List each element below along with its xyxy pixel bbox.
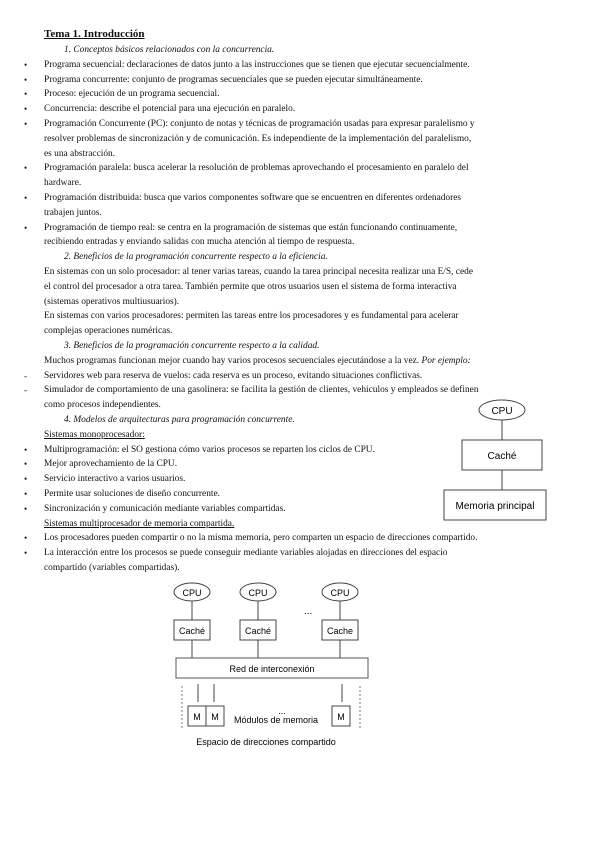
section-heading: 4. Modelos de arquitecturas para programación concurrente. bbox=[64, 415, 295, 425]
bullet-icon: • bbox=[24, 222, 28, 233]
dash-icon: - bbox=[24, 370, 27, 381]
dash-icon: - bbox=[24, 385, 27, 396]
monoprocessor-diagram bbox=[440, 396, 550, 526]
bullet-icon: • bbox=[24, 59, 28, 70]
bullet-icon: • bbox=[24, 533, 28, 544]
list-item-line: Simulador de comportamiento de una gasolinera: se facilita la gestión de clientes, vehículos y empleados se definen bbox=[44, 385, 479, 396]
cpu-label: CPU bbox=[330, 588, 350, 598]
cpu-label: CPU bbox=[491, 406, 513, 417]
bullet-icon: • bbox=[24, 104, 28, 115]
section-heading: 2. Beneficios de la programación concurrente respecto a la eficiencia. bbox=[64, 252, 328, 263]
cpu-ellipsis: ... bbox=[304, 606, 313, 617]
paragraph-line: (sistemas operativos multiusuarios). bbox=[44, 296, 180, 307]
paragraph-line: complejas operaciones numéricas. bbox=[44, 326, 173, 337]
list-item-line: recibiendo entradas y enviando salidas con mucha atención al tiempo de respuesta. bbox=[44, 237, 355, 248]
cache-label: Cache bbox=[326, 626, 354, 636]
subsection-title: Sistemas multiprocesador de memoria compartida. bbox=[44, 518, 235, 529]
list-item-line: es una abstracción. bbox=[44, 148, 116, 159]
bullet-icon: • bbox=[24, 474, 28, 485]
section-heading: 3. Beneficios de la programación concurrente respecto a la calidad. bbox=[64, 341, 320, 351]
list-item-line: Programación de tiempo real: se centra en la programación de sistemas que están funcionando continuamente, bbox=[44, 222, 458, 233]
bullet-icon: • bbox=[24, 163, 28, 174]
bullet-icon: • bbox=[24, 444, 28, 455]
cache-label: Caché bbox=[487, 451, 517, 462]
list-item: Multiprogramación: el SO gestiona cómo varios procesos se reparten los ciclos de CPU. bbox=[44, 444, 375, 455]
cpu-label: CPU bbox=[248, 588, 268, 598]
bullet-icon: • bbox=[24, 193, 28, 203]
list-item-line: Proceso: ejecución de un programa secuencial. bbox=[44, 89, 220, 100]
multiprocessor-diagram bbox=[168, 578, 378, 754]
list-item-line: Programa concurrente: conjunto de programas secuenciales que se pueden ejecutar simultáneamente. bbox=[44, 74, 423, 85]
cpu-label: CPU bbox=[182, 588, 202, 598]
intro-text: Muchos programas funcionan mejor cuando hay varios procesos secuenciales ejecutándose a la vez. bbox=[44, 355, 420, 366]
memory-module-1-label: M bbox=[193, 712, 201, 722]
bullet-icon: • bbox=[24, 459, 28, 470]
list-item-line: Los procesadores pueden compartir o no la misma memoria, pero comparten un espacio de direcciones compartido. bbox=[44, 533, 478, 544]
memory-ellipsis: ... bbox=[278, 706, 286, 716]
list-item-line: Programación Concurrente (PC): conjunto de notas y técnicas de programación usadas para expresar paralelismo y bbox=[44, 119, 475, 129]
section-heading: 1. Conceptos básicos relacionados con la concurrencia. bbox=[64, 45, 275, 55]
bullet-icon: • bbox=[24, 74, 28, 85]
list-item-line: Servidores web para reserva de vuelos: cada reserva es un proceso, evitando situaciones conflictivas. bbox=[44, 370, 423, 381]
cache-label: Caché bbox=[178, 626, 206, 636]
network-label: Red de interconexión bbox=[229, 664, 315, 674]
list-item-line: trabajen juntos. bbox=[44, 207, 102, 218]
list-item-line: compartido (variables compartidas). bbox=[44, 563, 180, 573]
paragraph-line: En sistemas con varios procesadores: permiten las tareas entre los procesadores y es fundamental para acelerar bbox=[44, 311, 459, 322]
list-item-line: Concurrencia: describe el potencial para una ejecución en paralelo. bbox=[44, 104, 296, 115]
list-item-line: Programación paralela: busca acelerar la resolución de problemas aprovechando el procesamiento en paralelo del bbox=[44, 163, 469, 174]
paragraph-line: el control del procesador a otra tarea. También permite que otros usuarios usen el sistema de forma interactiva bbox=[44, 281, 457, 292]
list-item: Mejor aprovechamiento de la CPU. bbox=[44, 459, 178, 470]
list-item: Sincronización y comunicación mediante variables compartidas. bbox=[44, 503, 286, 514]
list-item-line: como procesos independientes. bbox=[44, 400, 161, 411]
list-item: Servicio interactivo a varios usuarios. bbox=[44, 474, 186, 485]
page-title: Tema 1. Introducción bbox=[44, 28, 145, 40]
list-item-line: resolver problemas de sincronización y de comunicación. Es independiente de la implementación del paralelismo, bbox=[44, 133, 472, 144]
memory-module-3-label: M bbox=[337, 712, 345, 722]
list-item-line: Programación distribuida: busca que varios componentes software que se encuentren en diferentes ordenadores bbox=[44, 193, 462, 203]
main-memory-label: Memoria principal bbox=[455, 501, 535, 512]
memory-modules-label: Módulos de memoria bbox=[233, 715, 319, 725]
bullet-icon: • bbox=[24, 548, 28, 559]
memory-module-2-label: M bbox=[211, 712, 219, 722]
paragraph-line: En sistemas con un solo procesador: al tener varias tareas, cuando la tarea principal necesita realizar una E/S, cede bbox=[44, 267, 473, 277]
list-item: Permite usar soluciones de diseño concurrente. bbox=[44, 489, 220, 499]
list-item-line: Programa secuencial: declaraciones de datos junto a las instrucciones que se tienen que ejecutar secuencialmente. bbox=[44, 59, 470, 70]
subsection-title: Sistemas monoprocesador: bbox=[44, 429, 145, 440]
list-item-line: hardware. bbox=[44, 178, 82, 189]
intro-emphasis: Por ejemplo: bbox=[421, 355, 471, 366]
bullet-icon: • bbox=[24, 489, 28, 499]
list-item-line: La interacción entre los procesos se puede conseguir mediante variables alojadas en direcciones del espacio bbox=[44, 548, 448, 559]
bullet-icon: • bbox=[24, 89, 28, 100]
bullet-icon: • bbox=[24, 503, 28, 514]
bullet-icon: • bbox=[24, 119, 28, 129]
cache-label: Caché bbox=[244, 626, 272, 636]
address-space-label: Espacio de direcciones compartido bbox=[196, 737, 336, 747]
paragraph-line bbox=[44, 354, 471, 368]
